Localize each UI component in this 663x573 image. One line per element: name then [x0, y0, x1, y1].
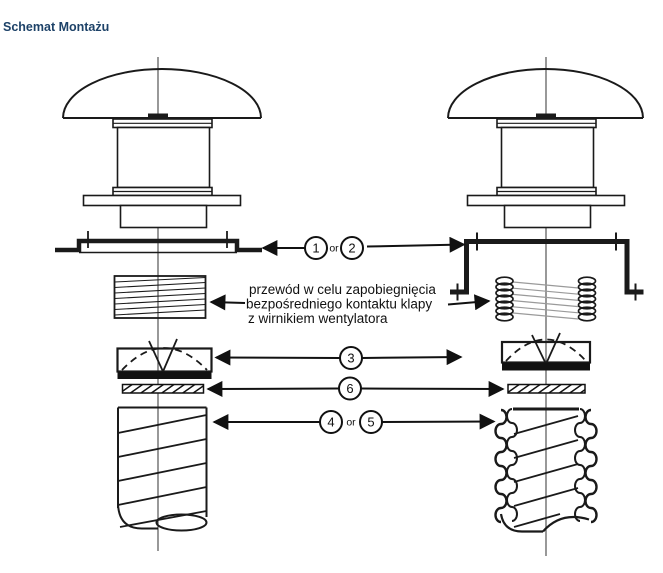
right-fan-body [468, 119, 625, 228]
callout-number-6: 6 [346, 381, 354, 396]
page-title: Schemat Montażu [3, 20, 110, 34]
callout-number-4: 4 [327, 414, 335, 430]
callout-3-right-arrow [362, 357, 461, 358]
callout-spiral-duct [214, 411, 494, 433]
left-roof-cap [63, 69, 261, 118]
right-gasket [508, 385, 585, 394]
callout-3-left-arrow [216, 358, 340, 359]
annotation-line-3: z wirnikiem wentylatora [248, 311, 388, 326]
callout-damper [216, 347, 461, 369]
left-fan-body [84, 119, 241, 228]
callout-gasket [208, 378, 503, 400]
callout-or-label-2: or [346, 416, 356, 429]
annotation-left-arrow [211, 302, 245, 303]
duct-annotation [211, 282, 489, 326]
right-roof-curb [450, 233, 644, 301]
annotation-line-2: bezpośredniego kontaktu klapy [246, 296, 433, 312]
right-assembly [448, 57, 644, 556]
left-gasket [123, 385, 204, 394]
callout-1-2-right-arrow [367, 245, 464, 247]
callout-or-label: or [329, 242, 339, 255]
left-assembly [55, 57, 262, 551]
left-backdraft-damper [118, 339, 212, 379]
annotation-right-arrow [448, 301, 489, 305]
callout-4-5-right-arrow [382, 422, 494, 423]
callout-number-5: 5 [367, 414, 375, 430]
callouts [208, 237, 503, 433]
callout-number-2: 2 [348, 240, 356, 256]
callout-mount-plate [263, 237, 464, 259]
callout-6-left-arrow [208, 389, 339, 390]
callout-6-right-arrow [361, 389, 503, 390]
callout-number-1: 1 [312, 240, 320, 256]
annotation-line-1: przewód w celu zapobiegnięcia [249, 282, 436, 297]
callout-number-3: 3 [347, 350, 355, 366]
left-connector-duct-coil [115, 276, 206, 318]
left-spiral-duct [118, 408, 207, 531]
